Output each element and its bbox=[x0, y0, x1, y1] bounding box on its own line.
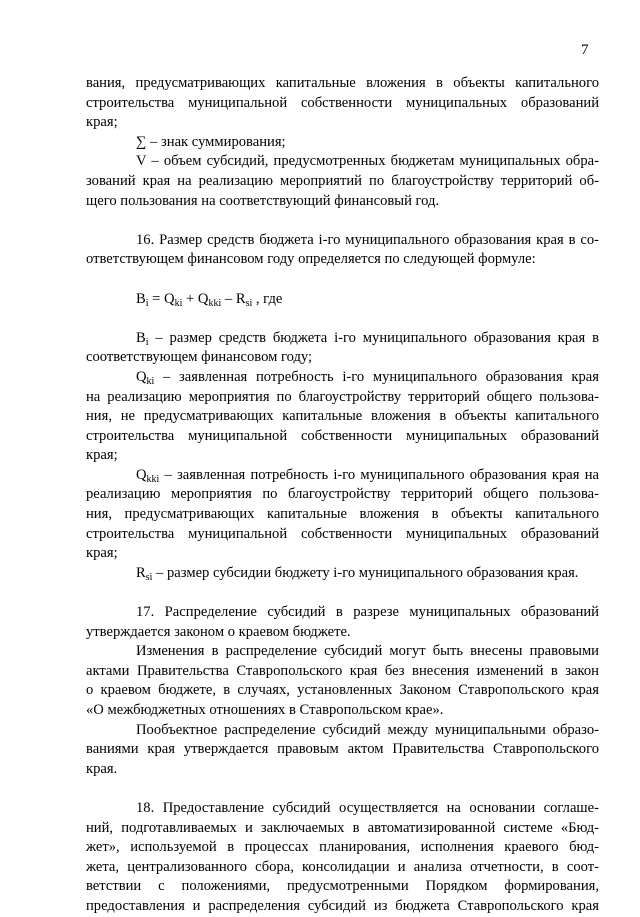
line-text: о краевом бюджете, в случаях, установленных Законом Ставропольского края bbox=[86, 682, 599, 699]
line-text: строительства муниципальной собственности муниципальных образований bbox=[86, 94, 599, 111]
text-line bbox=[86, 152, 599, 172]
line-subscript: i bbox=[145, 336, 149, 348]
line-text-rest: – заявленная потребность i-го муниципального образования края на bbox=[159, 466, 599, 483]
line-text-rest: – заявленная потребность i-го муниципального образования края bbox=[154, 368, 599, 385]
line-text-rest: – размер средств бюджета i-го муниципального образования края в bbox=[148, 329, 599, 346]
line-text: актами Правительства Ставропольского края без внесения изменений в закон bbox=[86, 662, 599, 679]
text-line bbox=[86, 172, 599, 192]
text-line bbox=[86, 662, 599, 682]
line-text: V – объем субсидий, предусмотренных бюджетам муниципальных обра- bbox=[136, 153, 599, 170]
text-line bbox=[86, 505, 599, 525]
line-text: реализацию мероприятия по благоустройству территорий общего пользова- bbox=[86, 486, 599, 503]
paragraph-gap bbox=[86, 779, 599, 799]
line-text: строительства муниципальной собственности муниципальных образований bbox=[86, 525, 599, 542]
text-line bbox=[86, 760, 599, 780]
text-line bbox=[86, 819, 599, 839]
text-line bbox=[86, 838, 599, 858]
text-line bbox=[86, 113, 599, 133]
line-text: строительства муниципальной собственности муниципальных образований bbox=[86, 427, 599, 444]
page-number: 7 bbox=[581, 42, 589, 58]
text-line bbox=[86, 740, 599, 760]
text-line bbox=[86, 446, 599, 466]
line-text: B bbox=[136, 329, 146, 346]
line-text: «О межбюджетных отношениях в Ставропольском крае». bbox=[86, 702, 444, 718]
paragraph-gap bbox=[86, 211, 599, 231]
text-line bbox=[86, 427, 599, 447]
text-line bbox=[86, 642, 599, 662]
text-line bbox=[86, 368, 599, 388]
line-text: Изменения в распределение субсидий могут быть внесены правовыми bbox=[136, 643, 599, 660]
text-line bbox=[86, 721, 599, 741]
formula-minus: – bbox=[221, 290, 236, 307]
line-text: R bbox=[136, 564, 146, 581]
text-line bbox=[86, 74, 599, 94]
line-text: вания, предусматривающих капитальные вложения в объекты капитального bbox=[86, 75, 599, 91]
text-line bbox=[86, 407, 599, 427]
line-text: края. bbox=[86, 760, 118, 777]
line-text: ний, подготавливаемых и заключаемых в автоматизированной системе «Бюд- bbox=[86, 819, 599, 836]
paragraph-gap bbox=[86, 309, 599, 329]
paragraph-gap bbox=[86, 583, 599, 603]
line-text: ния, не предусматривающих капитальные вложения в объекты капитального bbox=[86, 408, 599, 425]
text-line bbox=[86, 603, 599, 623]
text-line bbox=[86, 525, 599, 545]
line-text: предоставления и распределения субсидий из бюджета Ставропольского края bbox=[86, 897, 599, 914]
text-line bbox=[86, 94, 599, 114]
text-line bbox=[86, 485, 599, 505]
line-text: Пообъектное распределение субсидий между муниципальными образо- bbox=[136, 721, 599, 738]
line-text: ния, предусматривающих капитальные вложения в объекты капитального bbox=[86, 506, 599, 523]
line-text: ветствии с положениями, предусмотренными Порядком формирования, bbox=[86, 878, 599, 895]
formula-q2: Q bbox=[197, 290, 209, 307]
formula-r: R bbox=[235, 290, 246, 307]
line-subscript: si bbox=[145, 571, 153, 583]
text-line bbox=[86, 250, 599, 270]
formula-q1-sub: ki bbox=[174, 297, 183, 309]
line-text: щего пользования на соответствующий финансовый год. bbox=[86, 192, 440, 209]
text-line bbox=[86, 133, 599, 153]
line-text-rest: – размер субсидии бюджету i-го муниципального образования края. bbox=[152, 564, 579, 581]
formula-plus: + bbox=[182, 290, 198, 307]
text-line bbox=[86, 192, 599, 212]
formula-q2-sub: kki bbox=[208, 297, 222, 309]
text-line bbox=[86, 231, 599, 251]
line-text: жета, централизованного сбора, консолидации и анализа отчетности, в соот- bbox=[86, 858, 599, 875]
formula-b: B bbox=[136, 290, 146, 307]
formula-b-sub: i bbox=[145, 297, 149, 309]
line-subscript: kki bbox=[146, 473, 160, 485]
line-text: Q bbox=[136, 368, 147, 385]
body-text bbox=[86, 74, 599, 917]
text-line bbox=[86, 701, 599, 721]
line-text: края; bbox=[86, 545, 118, 562]
line-text: ваниями края утверждается правовым актом Правительства Ставропольского bbox=[86, 741, 599, 758]
text-line bbox=[86, 348, 599, 368]
text-line bbox=[86, 681, 599, 701]
formula-line bbox=[86, 290, 599, 310]
formula-q1: Q bbox=[164, 290, 175, 307]
formula-eq: = bbox=[148, 290, 165, 307]
line-text: жет», используемой в процессах планирования, исполнения краевого бюд- bbox=[86, 839, 599, 856]
text-line bbox=[86, 329, 599, 349]
line-subscript: ki bbox=[146, 375, 155, 387]
line-text: края; bbox=[86, 114, 118, 131]
line-text: на реализацию мероприятия по благоустройству территорий общего пользова- bbox=[86, 388, 599, 405]
line-text: ∑ – знак суммирования; bbox=[136, 133, 286, 150]
text-line bbox=[86, 544, 599, 564]
line-text: зований края на реализацию мероприятий по благоустройству территорий об- bbox=[86, 172, 599, 189]
paragraph-gap bbox=[86, 270, 599, 290]
formula-r-sub: si bbox=[245, 297, 253, 309]
text-line bbox=[86, 388, 599, 408]
line-text: 16. Размер средств бюджета i-го муниципального образования края в со- bbox=[136, 231, 599, 248]
line-text: 17. Распределение субсидий в разрезе муниципальных образований bbox=[136, 604, 599, 621]
text-line bbox=[86, 858, 599, 878]
formula-tail: , где bbox=[252, 290, 283, 307]
text-line bbox=[86, 799, 599, 819]
line-text: ответствующем финансовом году определяется по следующей формуле: bbox=[86, 251, 536, 268]
line-text: утверждается законом о краевом бюджете. bbox=[86, 623, 351, 640]
text-line bbox=[86, 466, 599, 486]
line-text: соответствующем финансовом году; bbox=[86, 349, 313, 366]
text-line bbox=[86, 877, 599, 897]
line-text: края; bbox=[86, 447, 118, 464]
line-text: 18. Предоставление субсидий осуществляется на основании соглаше- bbox=[136, 799, 599, 816]
text-line bbox=[86, 564, 599, 584]
text-line bbox=[86, 623, 599, 643]
line-text: Q bbox=[136, 466, 147, 483]
